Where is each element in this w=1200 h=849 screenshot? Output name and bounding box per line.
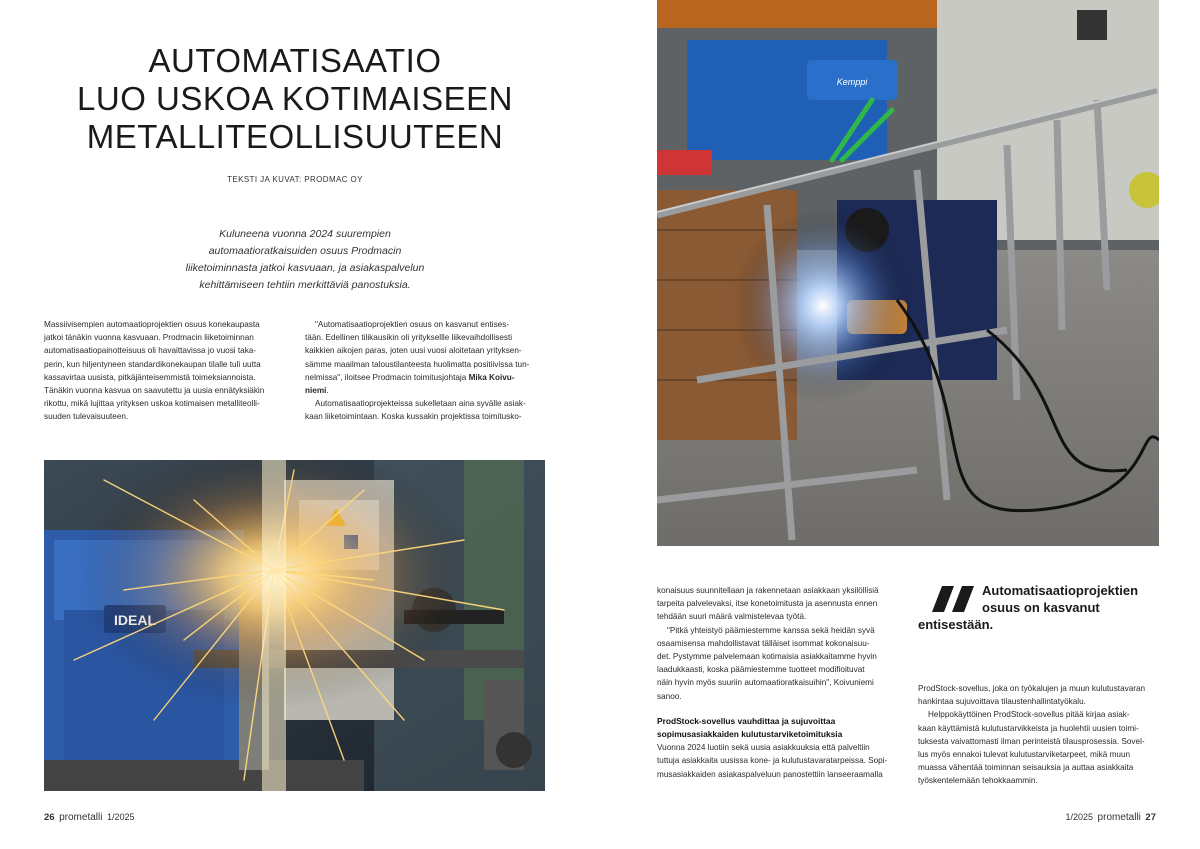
- lead-line: Kuluneena vuonna 2024 suurempien: [219, 228, 391, 240]
- body-line: tuttuja asiakkaita uusissa kone- ja kulutustavaratarpeissa. Sopi-: [657, 756, 888, 766]
- welder-illustration: [657, 0, 1159, 546]
- body-line: konaisuus suunnitellaan ja rakennetaan asiakkaan yksilöllisiä: [657, 586, 879, 595]
- lead-line: liiketoiminnasta jatkoi kasvuaan, ja asiakaspalvelun: [185, 262, 425, 274]
- body-column-1: [44, 318, 284, 424]
- body-column-4: [918, 682, 1163, 788]
- body-line: "Pitkä yhteistyö päämiestemme kanssa sekä heidän syvä: [667, 625, 875, 635]
- body-line: kaan käyttämistä kulutustarvikkeista ja huolehtii uusien toimi-: [918, 723, 1139, 733]
- body-line: muassa vähentää toiminnan seisauksia ja auttaa asiakkaita: [918, 763, 1134, 773]
- pull-quote: [918, 582, 1148, 633]
- body-line: rikottu, mikä lujittaa yrityksen uskoa kotimaisen metalliteolli-: [44, 399, 260, 409]
- body-line: Tänäkin vuonna kasvua on saavutettu ja uusia ennätyksiäkin: [44, 386, 265, 396]
- body-line: Vuonna 2024 luotiin sekä uusia asiakkuuksia että palveltiin: [657, 743, 870, 753]
- ceo-name: Mika Koivu-: [468, 372, 515, 382]
- body-line: osaamisensa mahdollistavat tälläiset isommat kokonaisuu-: [657, 638, 870, 648]
- body-line: lus myös ennakoi tulevat kulutustarviketarpeet, mikä muun: [918, 750, 1131, 760]
- magazine-name: prometalli: [1097, 812, 1141, 823]
- body-line: tään. Edellinen tilikausikin oli yrityksellle liikevaihdollisesti: [305, 333, 513, 343]
- body-line: jatkoi tänäkin vuonna kasvuaan. Prodmacin liiketoiminnan: [44, 333, 254, 343]
- pull-quote-line: Automatisaatioprojektien: [982, 583, 1139, 598]
- pull-quote-line: osuus on kasvanut: [982, 600, 1100, 615]
- page-number: 26: [44, 812, 55, 823]
- lead-line: automaatioratkaisuiden osuus Prodmacin: [208, 245, 402, 257]
- subheading: sopimusasiakkaiden kulutustarviketoimituksia: [657, 729, 843, 740]
- pull-quote-line: entisestään.: [918, 617, 994, 632]
- page-number: 27: [1145, 812, 1156, 823]
- body-line: työskentelemään tehokkaammin.: [918, 776, 1038, 786]
- ceo-name: niemi: [305, 386, 327, 396]
- lead-paragraph: [165, 226, 445, 294]
- body-line: suuden tulevaisuuteen.: [44, 412, 129, 422]
- body-line: tuksesta vaivattomasti ilman perinteistä tilausprosessia. Sovel-: [918, 736, 1145, 746]
- body-line: Helppokäyttöinen ProdStock-sovellus pitää kirjaa asiak-: [928, 710, 1130, 720]
- issue-number: 1/2025: [1065, 812, 1094, 822]
- body-line: näin hyvin myös suuriin automaatioratkaisuihin", Koivuniemi: [657, 678, 874, 688]
- title-line: AUTOMATISAATIO: [148, 42, 442, 79]
- body-text: nelmissa", iloitsee Prodmacin toimitusjohtaja: [305, 372, 467, 382]
- body-line: sämme maailman taloustilanteesta huolimatta positiivissa tun-: [305, 359, 530, 369]
- body-line: Massiivisempien automaatioprojektien osuus konekaupasta: [44, 320, 260, 329]
- photo-cutting-machine: [44, 460, 545, 791]
- body-column-2: [305, 318, 545, 424]
- body-line: [305, 371, 545, 384]
- body-line: kassavirtaa uusista, pitkäjänteisemmistä toimeksiannoista.: [44, 372, 256, 382]
- body-line: laadukkaasti, koska päämiestemme tuotteet modifioituvat: [657, 665, 865, 675]
- lead-line: kehittämiseen tehtiin merkittäviä panostuksia.: [199, 279, 411, 291]
- body-line: det. Pystymme palvelemaan kotimaisia asiakkaitamme hyvin: [657, 652, 877, 662]
- photo-welder: [657, 0, 1159, 546]
- body-line: kaikkien aikojen paras, joten uusi vuosi aloitetaan yrityksen-: [305, 346, 522, 356]
- body-line: perin, kun hiljentyneen standardikonekaupan tilalle tuli uutta: [44, 359, 261, 369]
- spacer: [657, 703, 902, 715]
- subheading: ProdStock-sovellus vauhdittaa ja sujuvoittaa: [657, 715, 836, 726]
- body-line: tehdään suuri määrä valmistelevaa työtä.: [657, 612, 807, 622]
- title-line: METALLITEOLLISUUTEEN: [86, 118, 504, 155]
- title-line: LUO USKOA KOTIMAISEEN: [77, 80, 513, 117]
- folio-left: [44, 812, 135, 823]
- body-line: kaan liiketoimintaan. Koska kussakin projektissa toimitusko-: [305, 412, 522, 422]
- body-line: musasiakkaiden asiakaspalveluun panostettiin lanseeraamalla: [657, 769, 883, 779]
- body-line: Automatisaatioprojekteissa sukelletaan aina syvälle asiak-: [315, 399, 526, 409]
- photo-credit: TEKSTI JA KUVAT: PRODMAC OY: [227, 175, 363, 184]
- magazine-name: prometalli: [59, 812, 103, 823]
- issue-number: 1/2025: [106, 812, 135, 822]
- body-line: sanoo.: [657, 691, 682, 701]
- body-line: hankintaa sujuvoittava tilaustenhallintatyökalu.: [918, 697, 1086, 707]
- body-line: automatisaatiopainotteisuus oli havaittavissa jo vuosi taka-: [44, 346, 257, 356]
- body-line: ProdStock-sovellus, joka on työkalujen ja muun kulutustavaran: [918, 684, 1146, 693]
- body-line: tarpeita palvelevaksi, itse konetoimitusta ja asennusta ennen: [657, 599, 878, 609]
- body-column-3: [657, 584, 902, 781]
- body-line: "Automatisaatioprojektien osuus on kasvanut entises-: [315, 320, 510, 329]
- cutting-machine-illustration: [44, 460, 545, 791]
- body-line: niemi.: [305, 386, 329, 396]
- folio-right: [1066, 812, 1157, 823]
- article-title: [60, 42, 530, 156]
